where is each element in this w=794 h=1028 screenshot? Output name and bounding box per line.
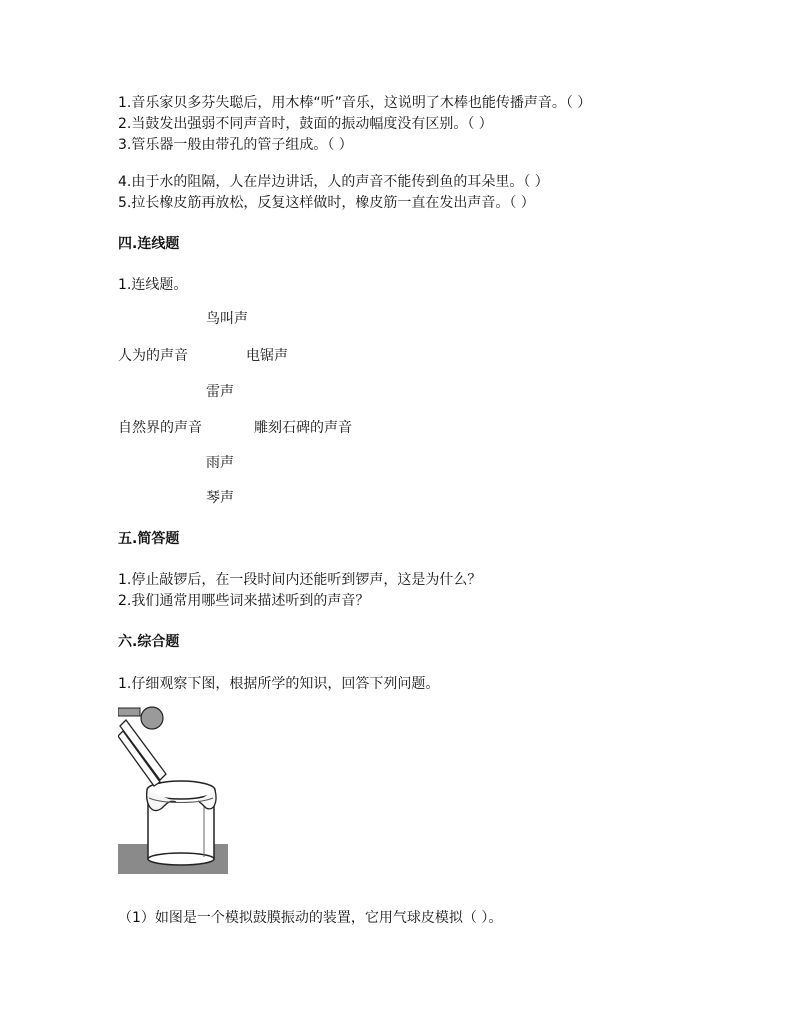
short-answer-question-2: 2.我们通常用哪些词来描述听到的声音？ [118,593,370,609]
matching-right-item-4[interactable]: 雕刻石碑的声音 [254,420,352,436]
matching-left-item-2[interactable]: 自然界的声音 [118,420,202,436]
matching-right-item-6[interactable]: 琴声 [206,490,234,506]
comprehensive-subquestion-1: （1）如图是一个模拟鼓膜振动的装置，它用气球皮模拟（ ）。 [118,910,503,926]
judgement-question-1: 1.音乐家贝多芬失聪后，用木棒“听”音乐，这说明了木棒也能传播声音。（ ） [118,95,592,111]
matching-prompt: 1.连线题。 [118,277,188,293]
matching-right-item-1[interactable]: 鸟叫声 [206,311,248,327]
short-answer-question-1: 1.停止敲锣后，在一段时间内还能听到锣声，这是为什么？ [118,572,482,588]
matching-right-item-3[interactable]: 雷声 [206,384,234,400]
matching-left-item-1[interactable]: 人为的声音 [118,348,188,364]
comprehensive-prompt: 1.仔细观察下图，根据所学的知识，回答下列问题。 [118,676,440,692]
pendulum-ball [141,707,163,729]
support-bar [118,708,140,716]
judgement-question-2: 2.当鼓发出强弱不同声音时，鼓面的振动幅度没有区别。（ ） [118,116,493,132]
judgement-question-4: 4.由于水的阻隔，人在岸边讲话，人的声音不能传到鱼的耳朵里。（ ） [118,174,549,190]
drum-membrane-apparatus-figure [118,704,228,874]
judgement-question-5: 5.拉长橡皮筋再放松，反复这样做时，橡皮筋一直在发出声音。（ ） [118,195,535,211]
section-heading-short-answer: 五.简答题 [118,531,180,547]
matching-right-item-5[interactable]: 雨声 [206,455,234,471]
section-heading-comprehensive: 六.综合题 [118,634,180,650]
section-heading-matching: 四.连线题 [118,236,180,252]
matching-right-item-2[interactable]: 电锯声 [246,348,288,364]
judgement-question-3: 3.管乐器一般由带孔的管子组成。（ ） [118,137,353,153]
